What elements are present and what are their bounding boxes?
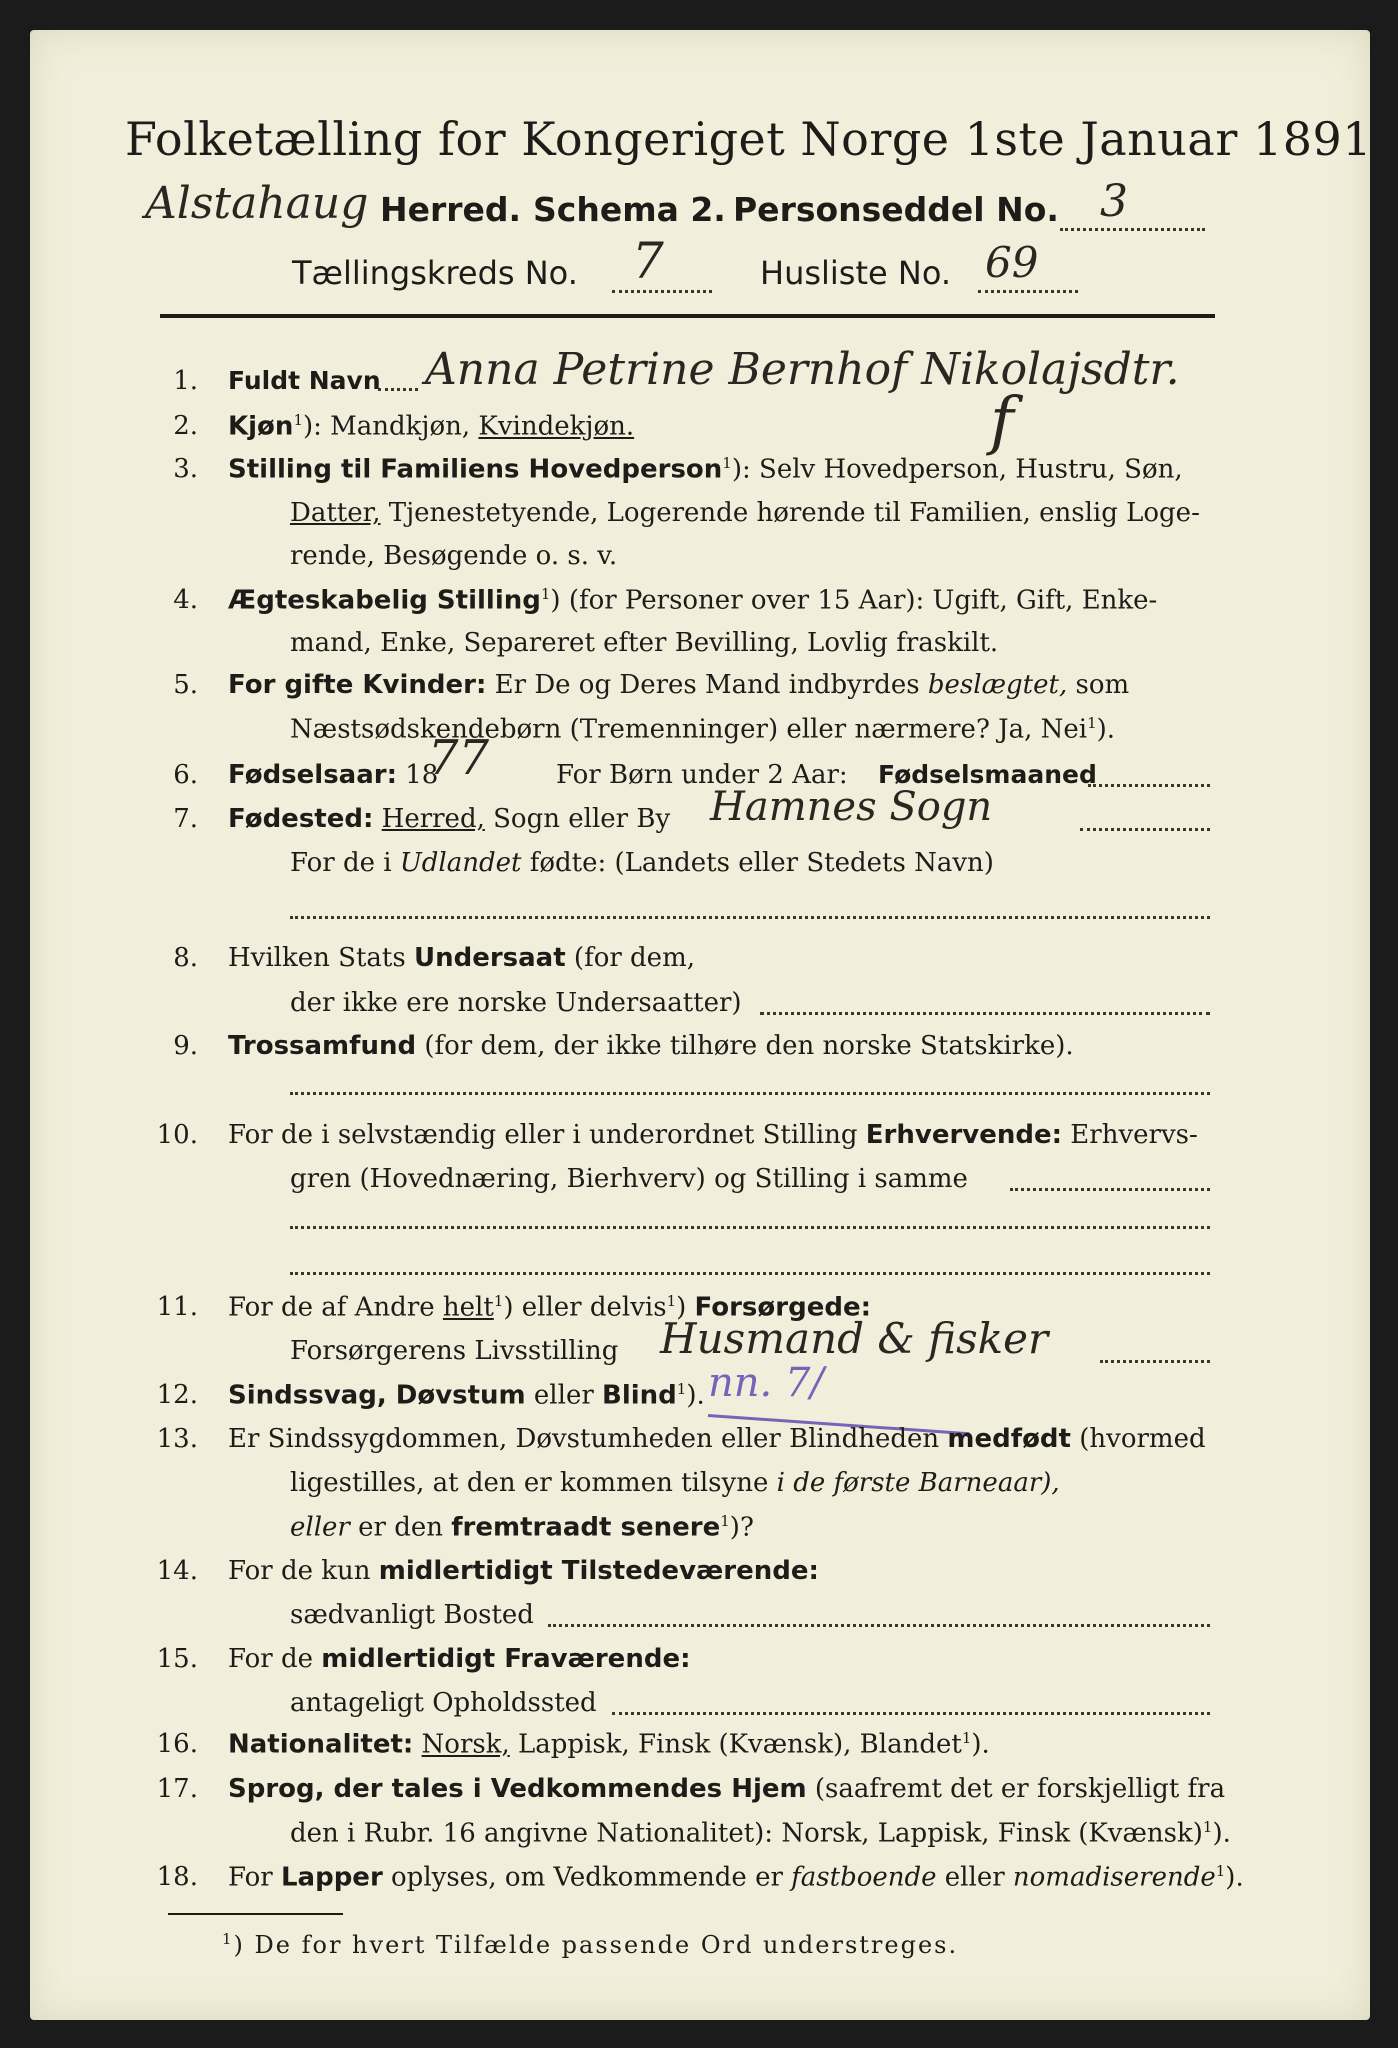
probable-residence-label: antageligt Opholdssted — [290, 1688, 597, 1718]
personseddel-label: Personseddel No. — [733, 190, 1059, 229]
header-rule — [160, 314, 1215, 318]
congenital-label: medfødt — [947, 1424, 1071, 1454]
sami-footnote-ref: 1 — [1215, 1862, 1226, 1880]
nationality-selected-value: Norsk, — [421, 1729, 510, 1760]
birthplace-dots — [1080, 828, 1210, 831]
relation-options-2: Tjenestetyende, Logerende hørende til Familien, enslig Loge- — [380, 498, 1200, 528]
disability-label: Sindssvag, Døvstum — [228, 1380, 526, 1411]
full-name-handwritten: Anna Petrine Bernhof Nikolajsdtr. — [425, 344, 1180, 395]
congenital-text-2a: ligestilles, at den er kommen tilsyne — [290, 1468, 777, 1498]
form-title: Folketælling for Kongeriget Norge 1ste Januar 1891. — [125, 112, 1388, 166]
husliste-number: 69 — [985, 238, 1039, 287]
supported-text-a: For de af Andre — [228, 1292, 443, 1323]
item-number-7: 7. — [173, 804, 198, 834]
language-end: ). — [1212, 1818, 1231, 1849]
birth-year-line — [228, 760, 438, 790]
temporary-absent-text: For de — [228, 1644, 322, 1674]
congenital-or: eller — [290, 1512, 350, 1543]
item-number-17: 17. — [156, 1774, 198, 1804]
birth-year-prefix: 18 — [397, 760, 439, 790]
relation-line-2 — [290, 498, 1200, 528]
sex-handwritten-mark: f — [990, 384, 1014, 458]
disability-line — [228, 1380, 705, 1411]
congenital-line-2 — [290, 1468, 1060, 1498]
sex-footnote-ref: 1 — [293, 411, 303, 429]
personseddel-dots — [1060, 228, 1205, 231]
relation-options-1: ): Selv Hovedperson, Hustru, Søn, — [731, 454, 1183, 485]
herred-handwritten: Alstahaug — [145, 178, 369, 229]
relation-selected-value: Datter, — [290, 498, 381, 528]
provider-occupation-label: Forsørgerens Livsstilling — [290, 1336, 619, 1366]
item-number-8: 8. — [173, 943, 198, 973]
item-number-6: 6. — [173, 760, 198, 790]
nationality-line — [228, 1729, 990, 1760]
citizenship-text-b: (for dem, — [565, 943, 695, 973]
sami-label: Lapper — [280, 1862, 383, 1893]
birthplace-abroad-c: fødte: (Landets eller Stedets Navn) — [521, 848, 994, 878]
citizenship-dots — [760, 1012, 1210, 1015]
married-women-som: som — [1067, 670, 1130, 700]
married-women-line-1 — [228, 670, 1129, 700]
occupation-line-2: gren (Hovednæring, Bierhverv) og Stilling i samme — [290, 1164, 968, 1194]
language-text-2: den i Rubr. 16 angivne Nationalitet): Norsk, Lappisk, Finsk (Kvænsk) — [290, 1818, 1203, 1849]
kreds-label: Tællingskreds No. — [292, 254, 578, 292]
language-label: Sprog, der tales i Vedkommendes Hjem — [228, 1774, 807, 1804]
item-number-11: 11. — [156, 1292, 198, 1322]
sami-line — [228, 1862, 1244, 1893]
item-number-18: 18. — [156, 1862, 198, 1892]
kreds-dots — [612, 290, 712, 293]
language-text-1: (saafremt det er forskjelligt fra — [806, 1774, 1226, 1804]
footnote-marker: 1 — [222, 1930, 234, 1948]
birthplace-handwritten: Hamnes Sogn — [710, 784, 993, 830]
congenital-text-2b: i de første Barneaar), — [776, 1468, 1060, 1498]
item-number-12: 12. — [156, 1380, 198, 1410]
temporary-absent-label: midlertidigt Fraværende: — [321, 1644, 691, 1674]
congenital-line-1 — [228, 1424, 1206, 1454]
sex-selected-value: Kvindekjøn. — [478, 411, 635, 442]
congenital-text-b: (hvormed — [1070, 1424, 1206, 1454]
congenital-footnote-ref: 1 — [720, 1512, 730, 1530]
usual-residence-dots — [548, 1624, 1210, 1627]
item-number-4: 4. — [173, 585, 198, 615]
disability-text: eller — [525, 1380, 603, 1411]
provider-occupation-dots — [1100, 1360, 1210, 1363]
married-women-question-2: Næstsødskendebørn (Tremenninger) eller nærmere? Ja, Nei — [290, 714, 1088, 745]
congenital-text-3b: er den — [349, 1512, 452, 1543]
sex-text: ): Mandkjøn, — [302, 411, 479, 442]
census-form-page — [30, 30, 1370, 2020]
relation-line-1 — [228, 454, 1183, 485]
sami-nomadic: nomadiserende — [1012, 1862, 1216, 1893]
marital-label: Ægteskabelig Stilling — [228, 585, 541, 616]
full-name-label: Fuldt Navn — [228, 366, 381, 395]
schema-label: Schema 2. — [533, 190, 726, 229]
temporary-present-text: For de kun — [228, 1556, 379, 1586]
item-number-2: 2. — [173, 411, 198, 441]
birthplace-label: Fødested: — [228, 804, 374, 834]
disability-end: ). — [686, 1380, 705, 1411]
blind-label: Blind — [602, 1380, 677, 1411]
supported-footnote-ref-1: 1 — [493, 1292, 504, 1310]
herred-label: Herred. — [380, 190, 522, 229]
supported-label: Forsørgede: — [694, 1292, 871, 1323]
married-women-line-2 — [290, 714, 1115, 745]
item-number-13: 13. — [156, 1424, 198, 1454]
birth-year-label: Fødselsaar: — [228, 760, 397, 790]
footnote-rule — [168, 1913, 343, 1915]
disability-handwritten-mark: nn. 7/ — [708, 1360, 824, 1406]
religion-line — [228, 1031, 1074, 1061]
nationality-end: ). — [971, 1729, 990, 1760]
birthplace-selected-value: Herred, — [381, 804, 485, 834]
occupation-text-a: For de i selvstændig eller i underordnet Stilling — [228, 1120, 866, 1150]
full-name-dots — [378, 388, 418, 391]
married-women-label: For gifte Kvinder: — [228, 670, 487, 700]
occupation-text-b: Erhvervs- — [1062, 1120, 1198, 1150]
item-number-14: 14. — [156, 1556, 198, 1586]
sami-text-b: oplyses, om Vedkommende er — [382, 1862, 792, 1893]
item-number-3: 3. — [173, 454, 198, 484]
provider-occupation-handwritten: Husmand & fisker — [660, 1314, 1049, 1363]
married-women-question: Er De og Deres Mand indbyrdes — [486, 670, 928, 700]
birth-year-handwritten: 77 — [428, 730, 490, 786]
item-number-1: 1. — [173, 366, 198, 396]
congenital-line-3 — [290, 1512, 754, 1543]
temporary-absent-line — [228, 1644, 690, 1674]
nationality-footnote-ref: 1 — [961, 1729, 972, 1747]
occupation-dots-3 — [290, 1272, 1210, 1275]
item-number-16: 16. — [156, 1729, 198, 1759]
nationality-label: Nationalitet: — [228, 1729, 414, 1760]
supported-footnote-ref-2: 1 — [666, 1292, 677, 1310]
sex-line — [228, 411, 634, 442]
personseddel-number: 3 — [1100, 176, 1128, 227]
birthplace-abroad-dots — [290, 916, 1210, 919]
occupation-line-1 — [228, 1120, 1198, 1150]
occupation-dots-2 — [290, 1226, 1210, 1229]
husliste-dots — [978, 290, 1078, 293]
occupation-label: Erhvervende: — [865, 1120, 1063, 1150]
citizenship-line-1 — [228, 943, 695, 973]
sami-resident: fastboende — [791, 1862, 937, 1893]
religion-text: (for dem, der ikke tilhøre den norske Statskirke). — [416, 1031, 1074, 1061]
supported-text-d: ) — [676, 1292, 695, 1323]
disability-footnote-ref: 1 — [676, 1380, 687, 1398]
item-number-10: 10. — [156, 1120, 198, 1150]
birth-month-label: Fødselsmaaned — [878, 760, 1097, 789]
marital-options-1: ) (for Personer over 15 Aar): Ugift, Gift, Enke- — [550, 585, 1158, 616]
item-number-9: 9. — [173, 1031, 198, 1061]
married-women-footnote-ref: 1 — [1087, 714, 1097, 732]
kreds-number: 7 — [632, 232, 664, 290]
married-women-related: beslægtet, — [927, 670, 1068, 700]
married-women-end: ). — [1096, 714, 1116, 745]
citizenship-line-2: der ikke ere norske Undersaatter) — [290, 988, 742, 1018]
birthplace-abroad-b: Udlandet — [399, 848, 522, 878]
congenital-end: )? — [729, 1512, 754, 1543]
husliste-label: Husliste No. — [760, 254, 951, 292]
occupation-dots-1 — [1010, 1188, 1210, 1191]
item-number-5: 5. — [173, 670, 198, 700]
religion-label: Trossamfund — [228, 1031, 417, 1061]
footnote-text: ) De for hvert Tilfælde passende Ord understreges. — [233, 1931, 959, 1959]
birthplace-line-1 — [228, 804, 670, 834]
congenital-text-a: Er Sindssygdommen, Døvstumheden eller Blindheden — [228, 1424, 948, 1454]
supported-text-c: ) eller delvis — [503, 1292, 667, 1323]
birthplace-abroad-a: For de i — [290, 848, 400, 878]
sami-text-a: For — [228, 1862, 281, 1893]
temporary-present-line — [228, 1556, 819, 1586]
sami-end: ). — [1225, 1862, 1244, 1893]
item-number-15: 15. — [156, 1644, 198, 1674]
supported-fully: helt — [442, 1292, 494, 1323]
marital-options-2: mand, Enke, Separeret efter Bevilling, Lovlig fraskilt. — [290, 628, 999, 658]
birth-month-text: For Børn under 2 Aar: — [556, 760, 848, 790]
language-line-2 — [290, 1818, 1231, 1849]
marital-footnote-ref: 1 — [540, 585, 551, 603]
language-line-1 — [228, 1774, 1225, 1804]
footnote — [222, 1930, 958, 1959]
relation-footnote-ref: 1 — [722, 454, 732, 472]
usual-residence-label: sædvanligt Bosted — [290, 1600, 534, 1630]
temporary-present-label: midlertidigt Tilstedeværende: — [378, 1556, 819, 1586]
relation-line-3: rende, Besøgende o. s. v. — [290, 541, 618, 571]
birthplace-options: Sogn eller By — [484, 804, 671, 834]
birthplace-line-2 — [290, 848, 994, 878]
sex-label: Kjøn — [228, 411, 294, 442]
relation-label: Stilling til Familiens Hovedperson — [228, 454, 723, 485]
marital-line-1 — [228, 585, 1157, 616]
citizenship-text-a: Hvilken Stats — [228, 943, 414, 973]
later-onset-label: fremtraadt senere — [451, 1512, 721, 1543]
sami-text-d: eller — [936, 1862, 1013, 1893]
religion-dots — [290, 1092, 1210, 1095]
probable-residence-dots — [612, 1712, 1210, 1715]
birth-month-dots — [1088, 784, 1210, 787]
language-footnote-ref: 1 — [1202, 1818, 1213, 1836]
citizenship-label: Undersaat — [413, 943, 566, 973]
nationality-options: Lappisk, Finsk (Kvænsk), Blandet — [509, 1729, 962, 1760]
